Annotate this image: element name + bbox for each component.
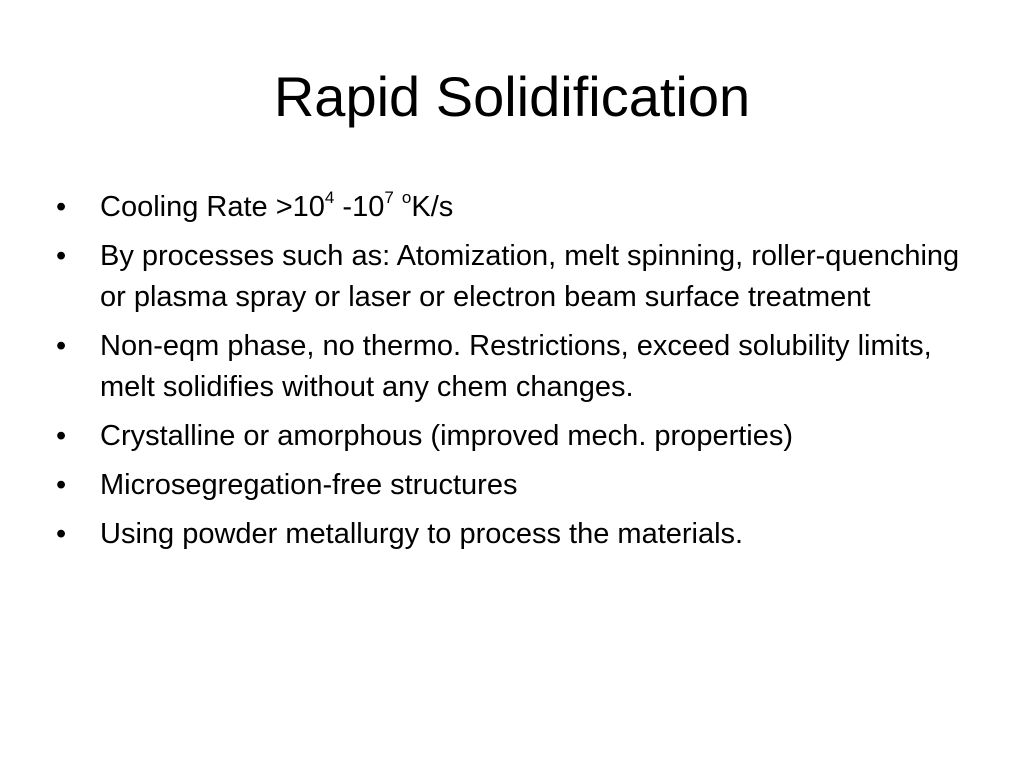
cooling-rate-range-text: -10 [334,191,385,223]
bullet-item-cooling-rate [56,187,976,228]
bullet-text [100,188,454,223]
bullet-text: Crystalline or amorphous (improved mech. properties) [100,420,794,452]
slide-title: Rapid Solidification [273,65,751,128]
superscript-exponent-7: 7 [384,188,394,207]
bullet-text: By processes such as: Atomization, melt spinning, roller-quenching or plasma spray or laser or electron beam surface treatment [100,240,960,313]
superscript-exponent-4: 4 [324,188,335,207]
bullet-dot: • [56,518,67,550]
bullet-dot: • [56,191,67,223]
spacer-text [394,191,402,223]
bullet-item-processes [56,236,976,318]
bullet-dot: • [56,330,67,362]
superscript-degree-o: o [401,188,412,207]
bullet-item-microsegregation [56,465,976,506]
bullet-item-crystalline [56,416,976,457]
bullet-dot: • [56,420,67,452]
bullet-item-powder-metallurgy [56,514,976,555]
unit-text: K/s [411,191,454,223]
bullet-text: Non-eqm phase, no thermo. Restrictions, exceed solubility limits, melt solidifies without any chem changes. [100,330,932,403]
bullet-list [56,187,976,563]
cooling-rate-text: Cooling Rate >10 [100,191,325,223]
bullet-dot: • [56,469,67,501]
bullet-text: Microsegregation-free structures [100,469,518,501]
bullet-item-non-eqm-phase [56,326,976,408]
bullet-text: Using powder metallurgy to process the materials. [100,518,744,550]
bullet-dot: • [56,240,67,272]
